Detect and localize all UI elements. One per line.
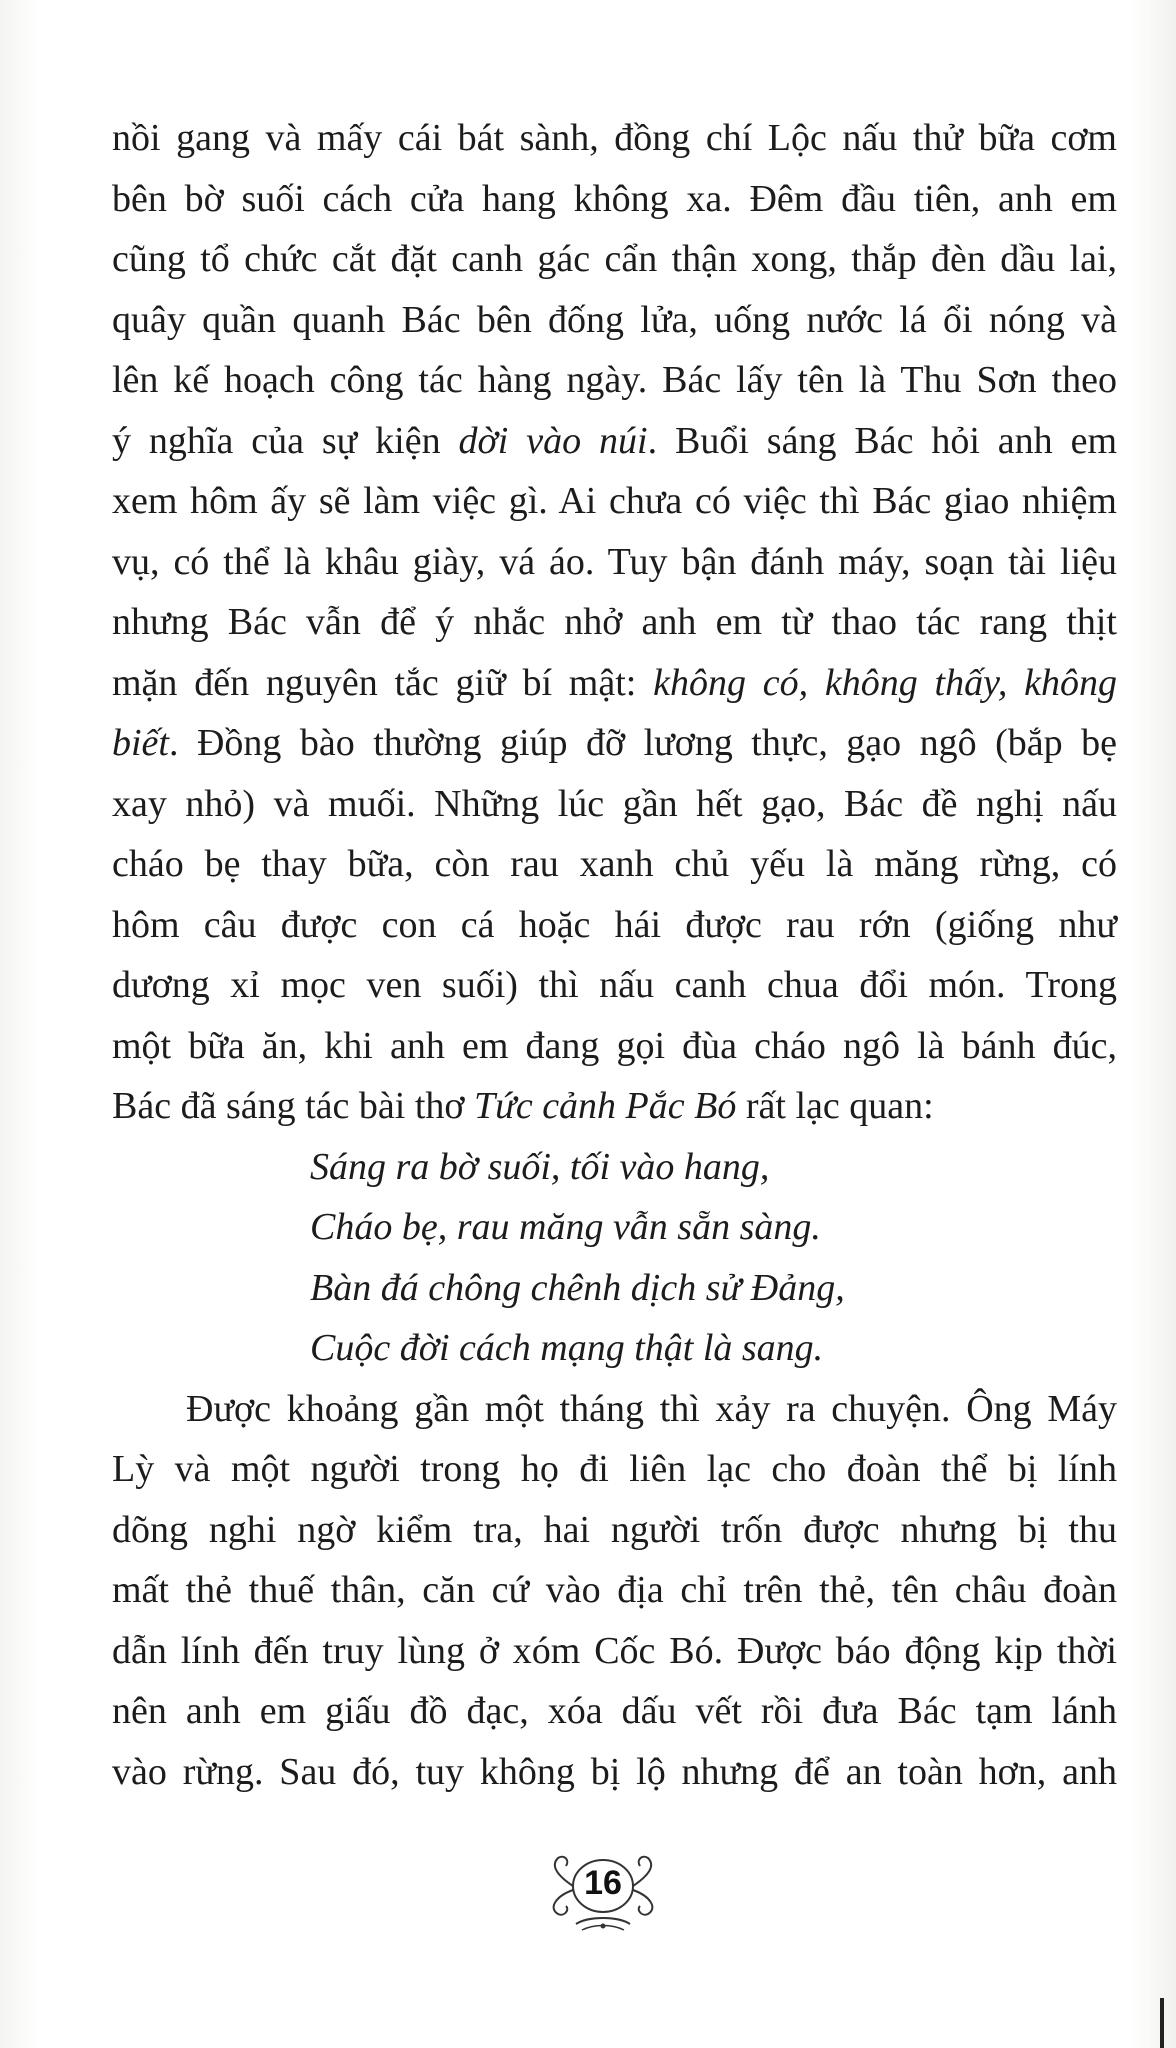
text-run: mặn đến nguyên tắc giữ bí mật:	[112, 661, 654, 704]
text-run: Bác đã sáng tác bài thơ	[112, 1085, 474, 1127]
text-line: một bữa ăn, khi anh em đang gọi đùa cháo ngô là bánh đúc,	[112, 1024, 1117, 1067]
text-line	[112, 411, 1117, 472]
poem-line: Cháo bẹ, rau măng vẫn sẵn sàng.	[310, 1206, 821, 1248]
italic-phrase: biết	[112, 722, 169, 764]
text-run: rất lạc quan:	[736, 1085, 934, 1127]
poem-title: Tức cảnh Pắc Bó	[473, 1085, 737, 1127]
text-line	[112, 1076, 1117, 1137]
page-number-ornament	[536, 1846, 670, 1936]
text-line: mất thẻ thuế thân, căn cứ vào địa chỉ trên thẻ, tên châu đoàn	[112, 1569, 1117, 1611]
text-line: xay nhỏ) và muối. Những lúc gần hết gạo, Bác đề nghị nấu	[112, 782, 1117, 825]
text-line: dõng nghi ngờ kiểm tra, hai người trốn được nhưng bị thu	[112, 1508, 1117, 1551]
text-line: nhưng Bác vẫn để ý nhắc nhở anh em từ thao tác rang thịt	[112, 601, 1117, 643]
body-text	[112, 108, 1117, 1802]
text-line: vào rừng. Sau đó, tuy không bị lộ nhưng để an toàn hơn, anh	[112, 1750, 1117, 1793]
page-number: 16	[584, 1864, 622, 1902]
italic-phrase: dời vào núi	[458, 419, 648, 462]
text-run: . Đồng bào thường giúp đỡ lương thực, gạo ngô (bắp bẹ	[168, 722, 1117, 764]
text-line	[112, 653, 1117, 714]
text-line: Được khoảng gần một tháng thì xảy ra chuyện. Ông Máy	[186, 1387, 1117, 1430]
text-line: vụ, có thể là khâu giày, vá áo. Tuy bận đánh máy, soạn tài liệu	[112, 540, 1117, 583]
text-line: dẫn lính đến truy lùng ở xóm Cốc Bó. Được báo động kịp thời	[112, 1629, 1117, 1672]
poem	[112, 1137, 1117, 1379]
poem-line: Sáng ra bờ suối, tối vào hang,	[310, 1145, 770, 1188]
text-run: ý nghĩa của sự kiện	[112, 419, 459, 462]
text-line: nồi gang và mấy cái bát sành, đồng chí Lộc nấu thử bữa cơm	[112, 117, 1117, 159]
poem-line: Cuộc đời cách mạng thật là sang.	[310, 1327, 824, 1369]
text-line: lên kế hoạch công tác hàng ngày. Bác lấy tên là Thu Sơn theo	[112, 359, 1117, 401]
text-line: dương xỉ mọc ven suối) thì nấu canh chua đổi món. Trong	[112, 964, 1117, 1006]
text-run: . Buổi sáng Bác hỏi anh em	[647, 419, 1117, 462]
text-line: hôm câu được con cá hoặc hái được rau rớn (giống như	[112, 903, 1117, 946]
text-line: xem hôm ấy sẽ làm việc gì. Ai chưa có việc thì Bác giao nhiệm	[112, 480, 1117, 522]
text-line: nên anh em giấu đồ đạc, xóa dấu vết rồi đưa Bác tạm lánh	[112, 1690, 1117, 1732]
poem-line: Bàn đá chông chênh dịch sử Đảng,	[310, 1266, 845, 1309]
text-line: Lỳ và một người trong họ đi liên lạc cho đoàn thể bị lính	[112, 1448, 1117, 1490]
italic-phrase: không có, không thấy, không	[653, 661, 1117, 704]
text-line: quây quần quanh Bác bên đống lửa, uống nước lá ổi nóng và	[112, 298, 1117, 341]
text-line: bên bờ suối cách cửa hang không xa. Đêm đầu tiên, anh em	[112, 177, 1117, 220]
text-line: cháo bẹ thay bữa, còn rau xanh chủ yếu là măng rừng, có	[112, 843, 1117, 885]
page-edge-mark	[1160, 1998, 1164, 2048]
text-line	[112, 713, 1117, 774]
text-line: cũng tổ chức cắt đặt canh gác cẩn thận xong, thắp đèn dầu lai,	[112, 238, 1117, 280]
